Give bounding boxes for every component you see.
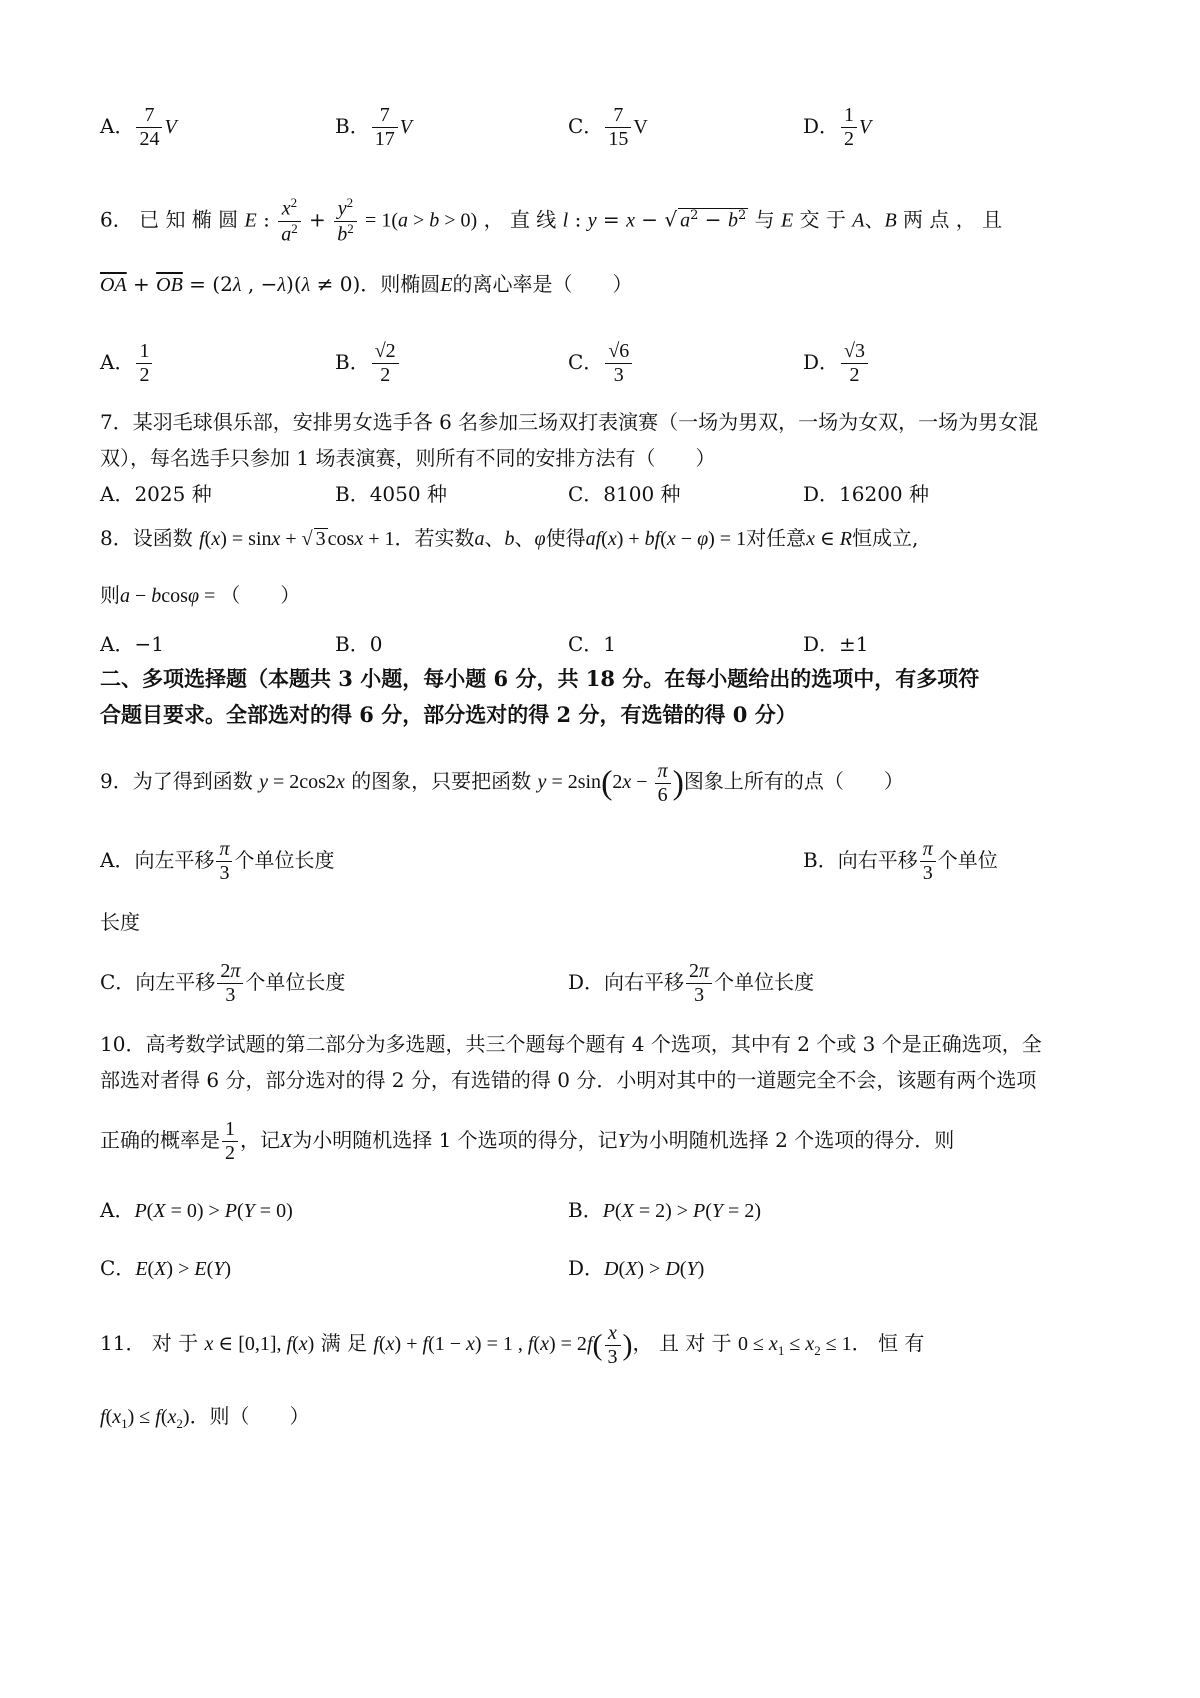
q8-option-c: C．1 [568, 632, 617, 656]
q8-line1: 8．设函数 f(x) = sinx + √ 3 cosx + 1．若实数a、b、φ使得af(x) + bf(x − φ) = 1对任意x ∈ R恒成立, [100, 526, 919, 550]
q9-option-c: C．向左平移 $\frac{2\pi}{3}$ 个单位长度 [100, 960, 346, 1006]
q7-line1: 7．某羽毛球俱乐部，安排男女选手各 6 名参加三场双打表演赛（一场为男双，一场为女双，一场为男女混 [100, 410, 1039, 434]
q10-line3: 正确的概率是 $\frac{1}{2}$ ，记X为小明随机选择 1 个选项的得分，记Y为小明随机选择 2 个选项的得分．则 [100, 1118, 955, 1164]
q5-option-d: D． $\frac{1}{2}$ V [803, 104, 872, 150]
q10-option-c: C．E(X) > E(Y) [100, 1256, 232, 1280]
q10-line1: 10．高考数学试题的第二部分为多选题，共三个题每个题有 4 个选项，其中有 2 个或 3 个是正确选项，全 [100, 1032, 1042, 1056]
q6-line1: 6． 已 知 椭 圆 E : $\frac{x^2}{a^2}$ + $\frac{y^2}{b^2}$ = 1(a > b > 0) ， 直 线 l : y = x − √ $a^2 - b^2$ 与 E 交 于 A、B 两 点 ， 且 [100, 195, 1003, 246]
q7-option-a: A．2025 种 [100, 482, 212, 506]
q8-option-b: B．0 [335, 632, 383, 656]
q7-line2: 双），每名选手只参加 1 场表演赛，则所有不同的安排方法有（ ） [100, 446, 716, 470]
q10-option-b: B．P(X = 2) > P(Y = 2) [568, 1198, 761, 1222]
q7-option-d: D．16200 种 [803, 482, 930, 506]
section2-heading-line1: 二、多项选择题（本题共 3 小题，每小题 6 分，共 18 分。在每小题给出的选项中，有多项符 [100, 666, 980, 691]
q7-option-b: B．4050 种 [335, 482, 447, 506]
q5-option-b: B． $\frac{7}{17}$ V [335, 104, 412, 150]
q6-option-d: D． $\frac{√3}{2}$ [803, 340, 870, 387]
q6-option-c: C． $\frac{√6}{3}$ [568, 340, 634, 387]
q6-line2: $\overline{OA} + \overline{OB} = (2\lambda$ , −λ)(λ ≠ 0)．则椭圆E的离心率是（ ） [100, 272, 633, 296]
q10-line2: 部选对者得 6 分，部分选对的得 2 分，有选错的得 0 分．小明对其中的一道题完全不会，该题有两个选项 [100, 1068, 1037, 1092]
q7-option-c: C．8100 种 [568, 482, 681, 506]
q9-option-d: D．向右平移 $\frac{2\pi}{3}$ 个单位长度 [568, 960, 815, 1006]
q9-option-b-wrap: 长度 [100, 910, 140, 934]
q9-option-a: A．向左平移 $\frac{\pi}{3}$ 个单位长度 [100, 838, 335, 884]
q6-option-a: A． $\frac{1}{2}$ [100, 340, 154, 387]
q6-option-b: B． $\frac{√2}{2}$ [335, 340, 401, 387]
q5-option-c: C． $\frac{7}{15}$ V [568, 104, 648, 150]
q5-option-a: A． $\frac{7}{24}$ V [100, 104, 177, 150]
q11-line2: $f(x_1) \le f(x_2)$．则（ ） [100, 1404, 310, 1431]
q11-line1: 11． 对 于 x ∈ [0,1], f(x) 满 足 f(x) + f(1 − x) = 1 , f(x) = 2f( $\frac{x}{3}$ )， 且 对 于 $0 \le x_1 \le x_2 \le 1$． 恒 有 [100, 1322, 925, 1368]
q10-option-a: A．P(X = 0) > P(Y = 0) [100, 1198, 293, 1222]
q10-option-d: D．D(X) > D(Y) [568, 1256, 705, 1280]
q8-option-d: D．±1 [803, 632, 869, 656]
q9-stem: 9．为了得到函数 y = 2cos2x 的图象，只要把函数 y = 2sin(2x − $\frac{\pi}{6}$ )图象上所有的点（ ） [100, 760, 904, 806]
q8-line2: 则a − bcosφ = （ ） [100, 583, 301, 607]
section2-heading-line2: 合题目要求。全部选对的得 6 分，部分选对的得 2 分，有选错的得 0 分） [100, 702, 797, 727]
q8-option-a: A．−1 [100, 632, 164, 656]
q9-option-b: B．向右平移 $\frac{\pi}{3}$ 个单位 [803, 838, 998, 884]
